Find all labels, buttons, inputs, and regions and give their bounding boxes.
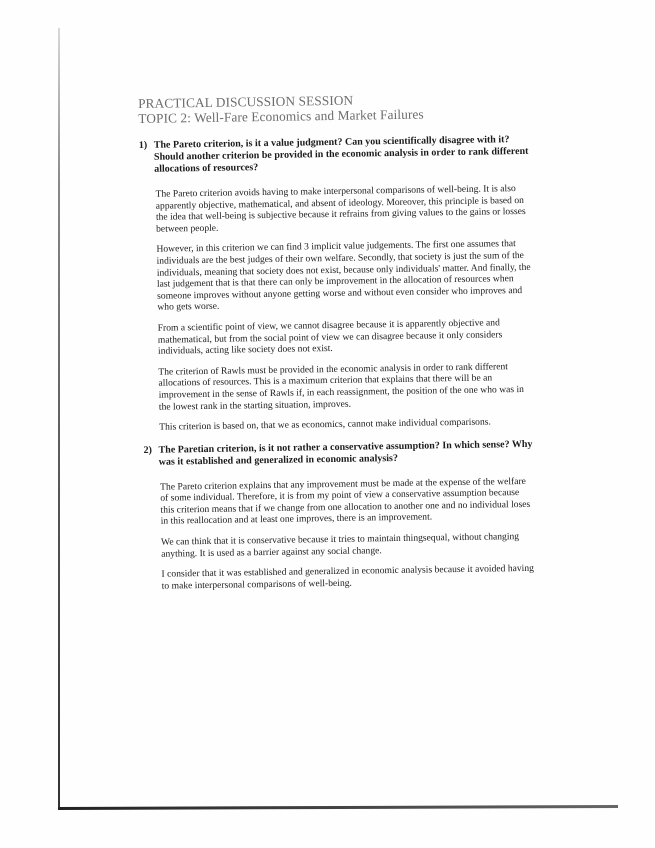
answer-paragraph: The criterion of Rawls must be provided in the economic analysis in order to rank different allocations of resources. This is a maximum criterion that explains that there will be an improvement in the sense of Rawls if, in each reassignment, the position of the one who was in the lowest rank in the starting situation, improves. bbox=[158, 360, 525, 413]
page-left-edge bbox=[58, 28, 60, 810]
question-text: The Paretian criterion, is it not rather a conservative assumption? In which sense? Why was it established and generalized in economic analysis? bbox=[158, 438, 533, 468]
answer-paragraph: The Pareto criterion avoids having to make interpersonal comparisons of well-being. It is also apparently objective, mathematical, and absent of ideology. Moreover, this principle is based on the idea that well-being is subjective because it refrains from giving values to the gains or losses between people. bbox=[155, 183, 526, 235]
answer-paragraph: This criterion is based on, that we as economics, cannot make individual comparisons. bbox=[159, 416, 491, 433]
answer-paragraph: However, in this criterion we can find 3 implicit value judgements. The first one assumes that individuals are the best judges of their own welfare. Secondly, that society is just the sum of the individuals, meaning that society does not exist, because only individuals' matter. And finally, the last judgement that is that there can only be improvement in the allocation of resources when someone improves without anyone getting worse and without even consider who improves and who gets worse. bbox=[156, 238, 531, 314]
question-text: The Pareto criterion, is it a value judgment? Can you scientifically disagree with it? Should another criterion be provided in the economic analysis in order to rank different allocations of resources? bbox=[153, 134, 529, 175]
document-heading: PRACTICAL DISCUSSION SESSION bbox=[138, 92, 354, 111]
answer-paragraph: The Pareto criterion explains that any improvement must be made at the expense of the welfare of some individual. Therefore, it is from my point of view a conservative assumption because this criterion means that if we change from one allocation to another one and no individual loses in this reallocation and at least one improves, there is an improvement. bbox=[160, 475, 531, 528]
question-1 bbox=[139, 134, 530, 176]
answer-paragraph: We can think that it is conservative because it tries to maintain thingsequal, without changing anything. It is used as a barrier against any social change. bbox=[160, 531, 520, 560]
document-body bbox=[138, 90, 536, 593]
page-bottom-edge bbox=[58, 805, 618, 810]
answer-paragraph: I consider that it was established and generalized in economic analysis because it avoided having to make interpersonal comparisons of well-being. bbox=[161, 563, 534, 592]
question-2 bbox=[143, 439, 533, 469]
document-topic: TOPIC 2: Well-Fare Economics and Market Failures bbox=[138, 106, 424, 126]
question-number: 2) bbox=[143, 444, 152, 456]
question-number: 1) bbox=[138, 139, 148, 151]
answer-paragraph: From a scientific point of view, we cannot disagree because it is apparently objective and mathematical, but from the social point of view we can disagree because it only considers individuals, acting like society does not exist. bbox=[157, 317, 503, 357]
